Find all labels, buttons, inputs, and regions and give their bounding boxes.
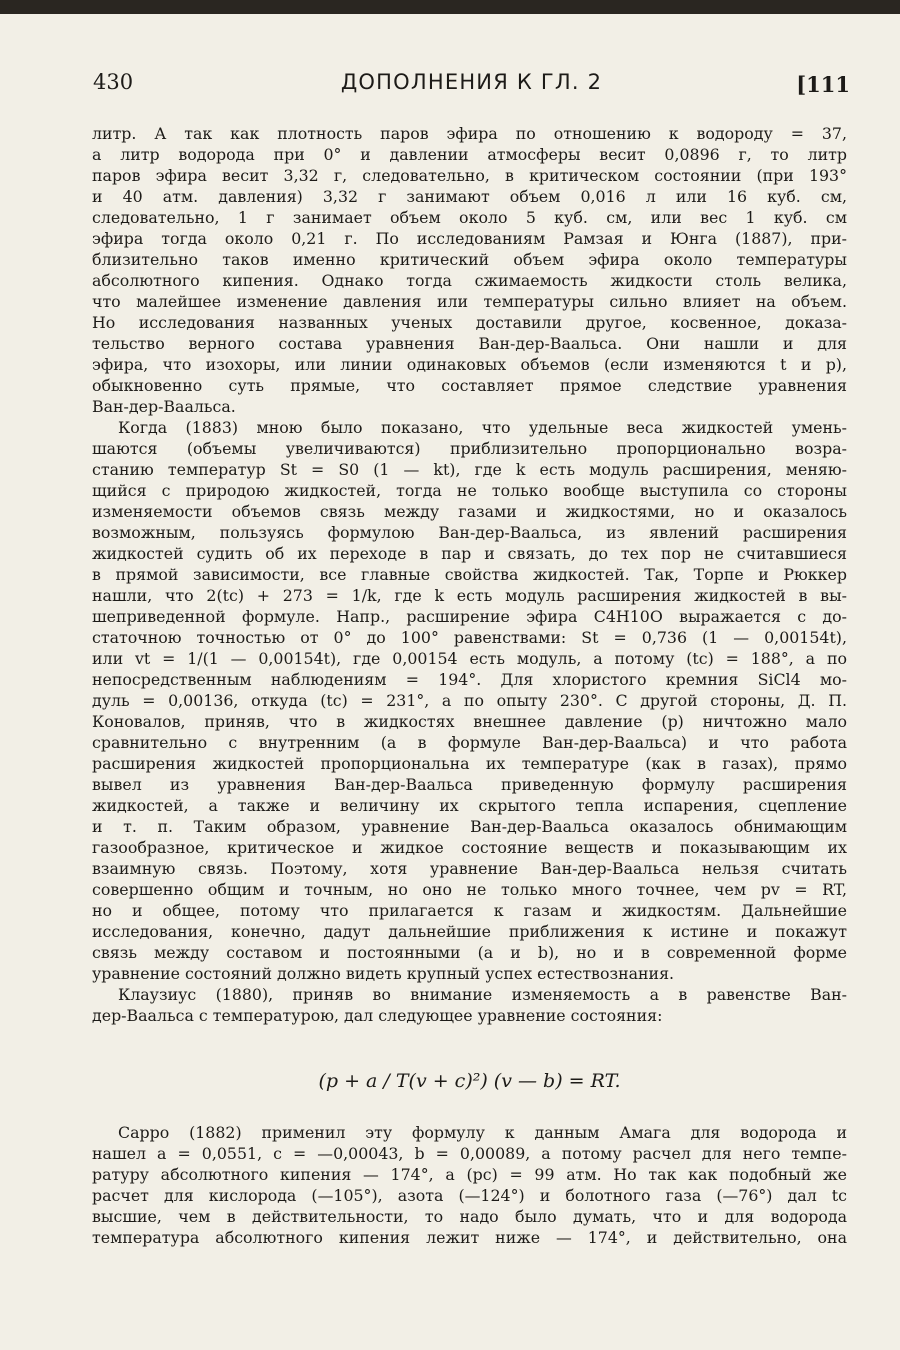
paragraph-first-line: Сарро (1882) применил эту формулу к данным Амага для водорода и: [118, 1123, 847, 1142]
text-line: совершенно общим и точным, но оно не только много точнее, чем pv = RT,: [92, 880, 847, 899]
text-line: статочною точностью от 0° до 100° равенствами: St = 0,736 (1 — 0,00154t),: [92, 628, 847, 647]
text-line: абсолютного кипения. Однако тогда сжимаемость жидкости столь велика,: [92, 271, 847, 290]
text-line: расширения жидкостей пропорциональна их температуре (как в газах), прямо: [92, 754, 847, 773]
text-line: а литр водорода при 0° и давлении атмосферы весит 0,0896 г, то литр: [92, 145, 847, 164]
scan-top-edge: [0, 0, 900, 14]
section-reference: [111: [796, 72, 850, 97]
text-line: паров эфира весит 3,32 г, следовательно, в критическом состоянии (при 193°: [92, 166, 847, 185]
text-line: литр. А так как плотность паров эфира по отношению к водороду = 37,: [92, 124, 847, 143]
text-line: в прямой зависимости, все главные свойства жидкостей. Так, Торпе и Рюккер: [92, 565, 847, 584]
paragraph-first-line: Когда (1883) мною было показано, что удельные веса жидкостей умень-: [118, 418, 847, 437]
text-line: расчет для кислорода (—105°), азота (—124°) и болотного газа (—76°) дал tc: [92, 1186, 847, 1205]
paragraph-first-line: Клаузиус (1880), приняв во внимание изменяемость a в равенстве Ван-: [118, 985, 847, 1004]
page-number: 430: [93, 70, 134, 94]
text-line: жидкостей, а также и величину их скрытого тепла испарения, сцепление: [92, 796, 847, 815]
text-line: взаимную связь. Поэтому, хотя уравнение Ван-дер-Ваальса нельзя считать: [92, 859, 847, 878]
text-line: что малейшее изменение давления или температуры сильно влияет на объем.: [92, 292, 847, 311]
text-line: обыкновенно суть прямые, что составляет прямое следствие уравнения: [92, 376, 847, 395]
text-line: жидкостей судить об их переходе в пар и связать, до тех пор не считавшиеся: [92, 544, 847, 563]
text-line: и т. п. Таким образом, уравнение Ван-дер-Ваальса оказалось обнимающим: [92, 817, 847, 836]
text-line: но и общее, потому что прилагается к газам и жидкостям. Дальнейшие: [92, 901, 847, 920]
text-line: температура абсолютного кипения лежит ниже — 174°, и действительно, она: [92, 1228, 847, 1247]
text-line: эфира тогда около 0,21 г. По исследованиям Рамзая и Юнга (1887), при-: [92, 229, 847, 248]
text-line: щийся с природою жидкостей, тогда не только вообще выступила со стороны: [92, 481, 847, 500]
text-line: высшие, чем в действительности, то надо было думать, что и для водорода: [92, 1207, 847, 1226]
text-line: исследования, конечно, дадут дальнейшие приближения к истине и покажут: [92, 922, 847, 941]
text-line: Коновалов, приняв, что в жидкостях внешнее давление (p) ничтожно мало: [92, 712, 847, 731]
text-line: сравнительно с внутренним (a в формуле Ван-дер-Ваальса) и что работа: [92, 733, 847, 752]
text-line: вывел из уравнения Ван-дер-Ваальса приведенную формулу расширения: [92, 775, 847, 794]
text-line: уравнение состояний должно видеть крупный успех естествознания.: [92, 964, 675, 983]
page-header: [93, 66, 850, 106]
text-line: связь между составом и постоянными (a и b), но и в современной форме: [92, 943, 847, 962]
text-line: ратуру абсолютного кипения — 174°, а (pc) = 99 атм. Но так как подобный же: [92, 1165, 847, 1184]
running-title: ДОПОЛНЕНИЯ К ГЛ. 2: [340, 70, 603, 94]
text-line: или vt = 1/(1 — 0,00154t), где 0,00154 есть модуль, а потому (tc) = 188°, а по: [92, 649, 847, 668]
text-line: шеприведенной формуле. Напр., расширение эфира C4H10O выражается с до-: [92, 607, 847, 626]
text-line: шаются (объемы увеличиваются) приблизительно пропорционально возра-: [92, 439, 847, 458]
text-line: и 40 атм. давления) 3,32 г занимают объем 0,016 л или 16 куб. см,: [92, 187, 847, 206]
text-line: нашли, что 2(tc) + 273 = 1/k, где k есть модуль расширения жидкостей в вы-: [92, 586, 847, 605]
text-line: Но исследования названных ученых доставили другое, косвенное, доказа-: [92, 313, 847, 332]
text-line: станию температур St = S0 (1 — kt), где k есть модуль расширения, меняю-: [92, 460, 847, 479]
text-line: дуль = 0,00136, откуда (tc) = 231°, а по опыту 230°. С другой стороны, Д. П.: [92, 691, 847, 710]
text-line: газообразное, критическое и жидкое состояние веществ и показывающим их: [92, 838, 847, 857]
text-line: изменяемости объемов связь между газами и жидкостями, но и оказалось: [92, 502, 847, 521]
text-line: непосредственным наблюдениям = 194°. Для хлористого кремния SiCl4 мо-: [92, 670, 847, 689]
text-line: тельство верного состава уравнения Ван-дер-Ваальса. Они нашли и для: [92, 334, 847, 353]
text-line: близительно таков именно критический объем эфира около температуры: [92, 250, 847, 269]
body-text: [92, 123, 847, 1248]
text-line: нашел a = 0,0551, c = —0,00043, b = 0,00089, а потому расчел для него темпе-: [92, 1144, 847, 1163]
text-line: возможным, пользуясь формулою Ван-дер-Ваальса, из явлений расширения: [92, 523, 847, 542]
equation-of-state-formula: (p + a / T(v + c)²) (v — b) = RT.: [318, 1070, 621, 1092]
text-line: следовательно, 1 г занимает объем около 5 куб. см, или вес 1 куб. см: [92, 208, 847, 227]
text-line: дер-Ваальса с температурою, дал следующее уравнение состояния:: [92, 1006, 663, 1025]
text-line: эфира, что изохоры, или линии одинаковых объемов (если изменяются t и p),: [92, 355, 847, 374]
text-line: Ван-дер-Ваальса.: [92, 397, 236, 416]
